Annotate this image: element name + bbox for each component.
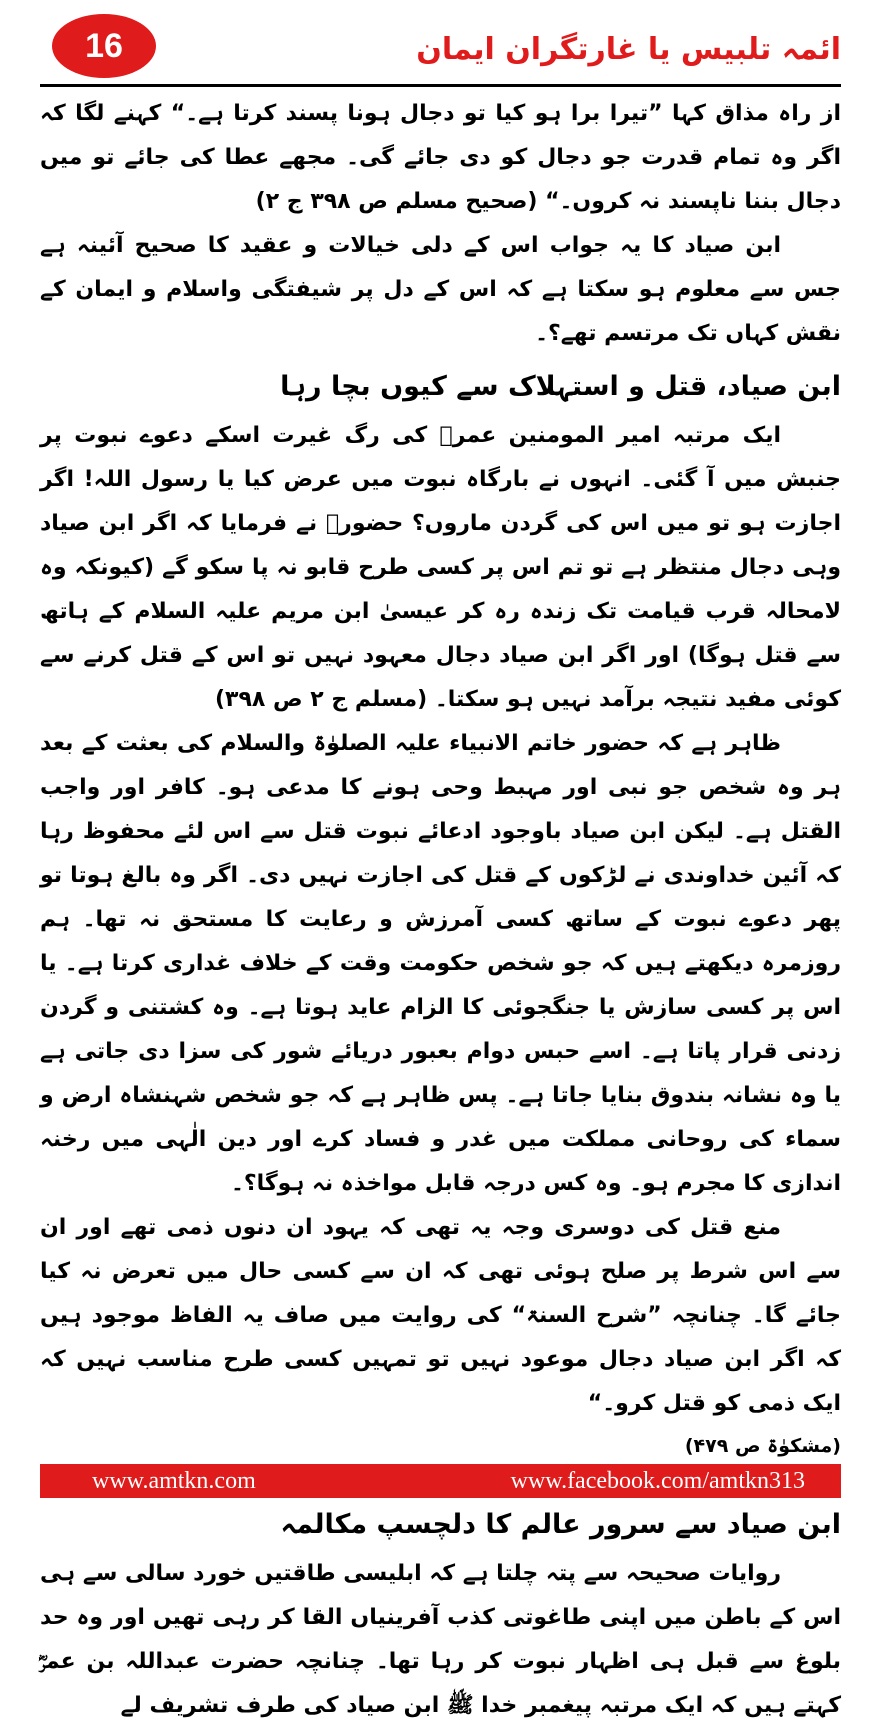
paragraph-4: ظاہر ہے کہ حضور خاتم الانبیاء علیہ الصلوٰۃ والسلام کی بعثت کے بعد ہر وہ شخص جو نبی اور مہبط وحی ہونے کا مدعی ہو۔ کافر اور واجب القتل ہے۔ لیکن ابن صیاد باوجود ادعائے نبوت قتل سے اس لئے محفوظ رہا کہ آئین خداوندی نے لڑکوں کے قتل کی اجازت نہیں دی۔ اگر وہ بالغ ہوتا تو پھر دعوے نبوت کے ساتھ کسی آمرزش و رعایت کا مستحق نہ تھا۔ ہم روزمرہ دیکھتے ہیں کہ جو شخص حکومت وقت کے خلاف غداری کرتا ہے۔ یا اس پر کسی سازش یا جنگجوئی کا الزام عاید ہوتا ہے۔ وہ کشتنی و گردن زدنی قرار پاتا ہے۔ اسے حبس دوام بعبور دریائے شور کی سزا دی جاتی ہے یا وہ نشانہ بندوق بنایا جاتا ہے۔ پس ظاہر ہے کہ جو شخص شہنشاہ ارض و سماء کی روحانی مملکت میں غدر و فساد کرے اور دین الٰہی میں رخنہ اندازی کا مجرم ہو۔ وہ کس درجہ قابل مواخذہ نہ ہوگا؟۔: [40, 731, 841, 1196]
paragraph-2: ابن صیاد کا یہ جواب اس کے دلی خیالات و عقید کا صحیح آئینہ ہے جس سے معلوم ہو سکتا ہے کہ اس کے دل پر شیفتگی واسلام و ایمان کے نقش کہاں تک مرتسم تھے؟۔: [40, 233, 841, 346]
reference-citation: (مشکوٰۃ ص ۴۷۹): [684, 1435, 841, 1457]
page-number-badge: 16: [52, 14, 156, 78]
paragraph-6: روایات صحیحہ سے پتہ چلتا ہے کہ ابلیسی طاقتیں خورد سالی سے ہی اس کے باطن میں اپنی طاغوتی کذب آفرینیاں القا کر رہی تھیں اور وہ حد بلوغ سے قبل ہی اظہار نبوت کر رہا تھا۔ چنانچہ حضرت عبداللہ بن عمرؓ کہتے ہیں کہ ایک مرتبہ پیغمبر خدا ﷺ ابن صیاد کی طرف تشریف لے: [40, 1561, 841, 1718]
section-heading-1: ابن صیاد، قتل و استہلاک سے کیوں بچا رہا: [280, 371, 841, 402]
section-heading-2: ابن صیاد سے سرور عالم کا دلچسپ مکالمہ: [280, 1509, 841, 1540]
footer-website-link[interactable]: www.amtkn.com: [92, 1468, 256, 1494]
paragraph-5: منع قتل کی دوسری وجہ یہ تھی کہ یہود ان دنوں ذمی تھے اور ان سے اس شرط پر صلح ہوئی تھی کہ ان سے کسی حال میں تعرض نہ کیا جائے گا۔ چنانچہ ”شرح السنۃ“ کی روایت میں صاف یہ الفاظ موجود ہیں کہ اگر ابن صیاد دجال موعود نہیں تو تمہیں کسی طرح مناسب نہیں کہ ایک ذمی کو قتل کرو۔“: [40, 1215, 841, 1416]
paragraph-1: از راہ مذاق کہا ”تیرا برا ہو کیا تو دجال ہونا پسند کرتا ہے۔“ کہنے لگا کہ اگر وہ تمام قدرت جو دجال کو دی جائے گی۔ مجھے عطا کی جائے تو میں دجال بننا ناپسند نہ کروں۔“ (صحیح مسلم ص ۳۹۸ ج ۲): [40, 101, 841, 214]
paragraph-3: ایک مرتبہ امیر المومنین عمرؓ کی رگ غیرت اسکے دعوے نبوت پر جنبش میں آ گئی۔ انہوں نے بارگاہ نبوت میں عرض کیا یا رسول اللہ! اگر اجازت ہو تو میں اس کی گردن ماروں؟ حضورؐ نے فرمایا کہ اگر ابن صیاد وہی دجال منتظر ہے تو تم اس پر کسی طرح قابو نہ پا سکو گے (کیونکہ وہ لامحالہ قرب قیامت تک زندہ رہ کر عیسیٰ ابن مریم علیہ السلام کے ہاتھ سے قتل ہوگا) اور اگر ابن صیاد دجال معہود نہیں تو اس کے قتل کرنے سے کوئی مفید نتیجہ برآمد نہیں ہو سکتا۔ (مسلم ج ۲ ص ۳۹۸): [40, 423, 841, 712]
header-divider: [40, 84, 841, 87]
running-title: ائمہ تلبیس یا غارتگران ایمان: [416, 32, 841, 67]
footer-facebook-link[interactable]: www.facebook.com/amtkn313: [510, 1468, 805, 1494]
footer-bar: [40, 1464, 841, 1498]
